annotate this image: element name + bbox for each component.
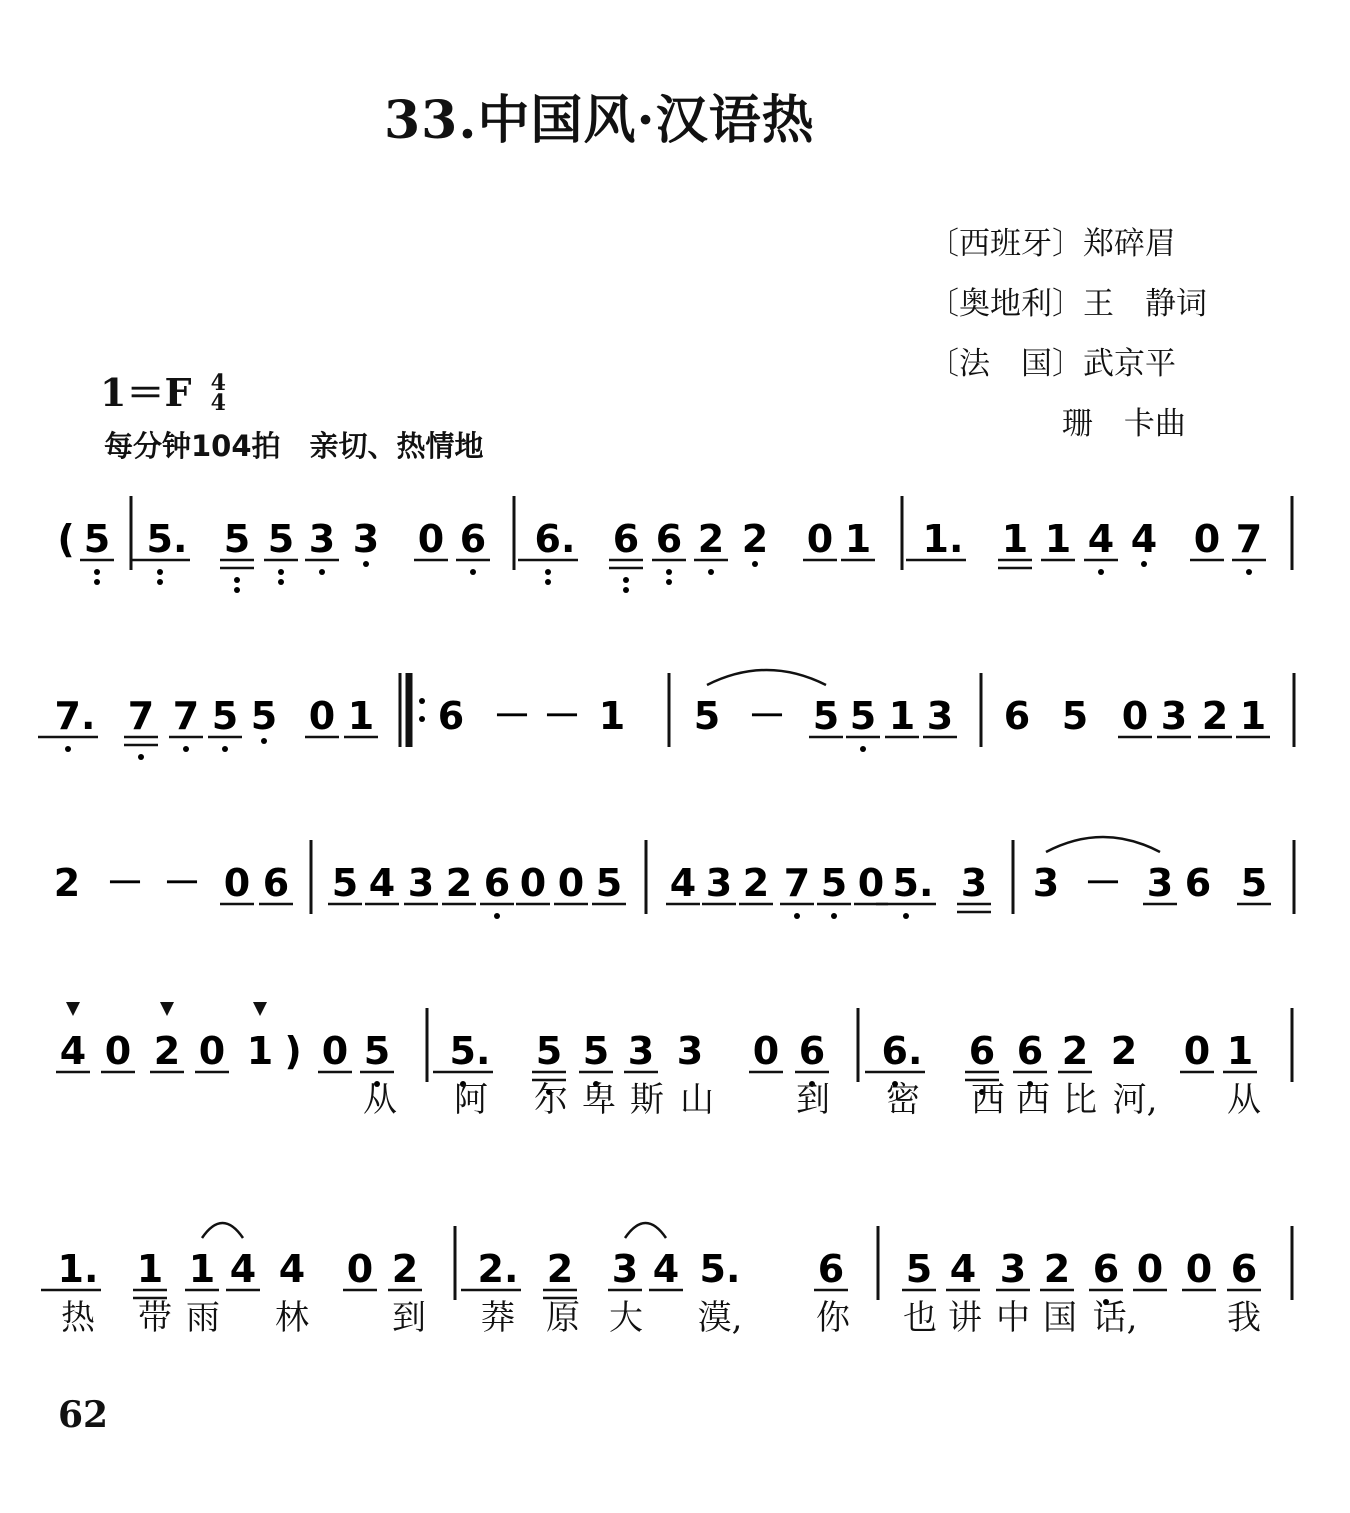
note: 0: [1183, 1029, 1211, 1073]
note: 3: [926, 694, 954, 738]
octave-dot: [138, 754, 144, 760]
octave-dot: [261, 738, 267, 744]
note: 0: [1121, 694, 1149, 738]
credit-line-composer-3: 珊 卡曲: [928, 406, 1186, 442]
note: 2: [1110, 1029, 1138, 1073]
time-signature-bottom: 4: [210, 389, 226, 416]
octave-dot: [545, 569, 551, 575]
note: 2: [546, 1247, 574, 1291]
tempo-marking: 每分钟104拍 亲切、热情地: [104, 429, 484, 463]
note: 5: [595, 861, 623, 905]
note: 4: [59, 1029, 87, 1073]
note: 1: [598, 694, 626, 738]
note: 0: [557, 861, 585, 905]
octave-dot: [363, 561, 369, 567]
octave-dot: [1246, 569, 1252, 575]
accent-mark: [160, 1002, 174, 1016]
note: 6: [817, 1247, 845, 1291]
slur: [625, 1223, 666, 1238]
note: 6: [483, 861, 511, 905]
note: 1: [1239, 694, 1267, 738]
note: 6: [655, 517, 683, 561]
octave-dot: [222, 746, 228, 752]
lyric-char: 我: [1227, 1298, 1261, 1338]
octave-dot: [794, 913, 800, 919]
octave-dot: [623, 587, 629, 593]
time-signature-top: 4: [210, 369, 226, 396]
note: 6: [262, 861, 290, 905]
note: 7: [172, 694, 200, 738]
lyric-char: 从: [363, 1080, 397, 1120]
note: 2: [445, 861, 473, 905]
lyric-char: 漠,: [697, 1298, 743, 1338]
octave-dot: [94, 579, 100, 585]
lyric-char: 大: [609, 1298, 643, 1338]
note: 5: [1240, 861, 1268, 905]
page-number: 62: [58, 1394, 109, 1436]
octave-dot: [319, 569, 325, 575]
lyric-char: 从: [1227, 1080, 1261, 1120]
note: 3: [308, 517, 336, 561]
note: 5: [331, 861, 359, 905]
lyric-char: 国: [1043, 1298, 1077, 1338]
note: 1: [888, 694, 916, 738]
note: 0: [346, 1247, 374, 1291]
octave-dot: [157, 569, 163, 575]
note: 3: [611, 1247, 639, 1291]
octave-dot: [94, 569, 100, 575]
credit-line-composer-2: 〔法 国〕武京平: [928, 346, 1176, 382]
note: －: [1083, 861, 1123, 905]
key-label: 1＝F: [100, 370, 192, 415]
note: 1: [188, 1247, 216, 1291]
note: 5: [363, 1029, 391, 1073]
octave-dot: [183, 746, 189, 752]
octave-dot: [278, 579, 284, 585]
octave-dot: [278, 569, 284, 575]
note: 6: [1092, 1247, 1120, 1291]
note: 1: [136, 1247, 164, 1291]
note: 1: [1044, 517, 1072, 561]
note: ): [284, 1029, 302, 1073]
note: 3: [627, 1029, 655, 1073]
octave-dot: [831, 913, 837, 919]
note: 3: [1160, 694, 1188, 738]
octave-dot: [494, 913, 500, 919]
lyrics-row: [0, 1072, 1350, 1122]
note: 1: [347, 694, 375, 738]
note: 6: [1003, 694, 1031, 738]
song-title: 33.中国风·汉语热: [384, 90, 815, 151]
note: 3: [407, 861, 435, 905]
note: 6: [459, 517, 487, 561]
octave-dot: [1141, 561, 1147, 567]
note: 0: [1136, 1247, 1164, 1291]
note: 2: [697, 517, 725, 561]
lyric-char: 热: [61, 1298, 95, 1338]
note: 6: [968, 1029, 996, 1073]
note: 5: [849, 694, 877, 738]
note: 2: [391, 1247, 419, 1291]
note: 0: [806, 517, 834, 561]
note: 2: [153, 1029, 181, 1073]
note: 2: [1201, 694, 1229, 738]
note: 5: [905, 1247, 933, 1291]
note: 5: [535, 1029, 563, 1073]
lyric-char: 带: [138, 1298, 172, 1338]
note: 5: [267, 517, 295, 561]
note: 5: [693, 694, 721, 738]
note: 2: [742, 861, 770, 905]
note: 1: [844, 517, 872, 561]
note: 0: [321, 1029, 349, 1073]
note: －: [492, 694, 532, 738]
note: 4: [1130, 517, 1158, 561]
slur: [202, 1223, 243, 1238]
octave-dot: [470, 569, 476, 575]
lyric-char: 话,: [1092, 1298, 1138, 1338]
note: －: [747, 694, 787, 738]
lyric-char: 卑: [582, 1080, 616, 1120]
note: 0: [857, 861, 885, 905]
note: 4: [368, 861, 396, 905]
note: －: [542, 694, 582, 738]
octave-dot: [752, 561, 758, 567]
note: 0: [308, 694, 336, 738]
note: 6.: [534, 517, 576, 561]
note: 5: [211, 694, 239, 738]
octave-dot: [623, 577, 629, 583]
note: 3: [676, 1029, 704, 1073]
note: 6: [1184, 861, 1212, 905]
lyric-char: 比: [1063, 1080, 1097, 1120]
lyric-char: 到: [796, 1080, 830, 1120]
note: 5.: [699, 1247, 741, 1291]
octave-dot: [1098, 569, 1104, 575]
lyric-char: 山: [680, 1080, 714, 1120]
note: 2: [53, 861, 81, 905]
slur: [707, 670, 826, 685]
note: 6: [1230, 1247, 1258, 1291]
octave-dot: [234, 577, 240, 583]
note: 2.: [477, 1247, 519, 1291]
octave-dot: [666, 579, 672, 585]
repeat-dot: [419, 716, 425, 722]
note: 3: [999, 1247, 1027, 1291]
note: 2: [1061, 1029, 1089, 1073]
note: 3: [352, 517, 380, 561]
octave-dot: [860, 746, 866, 752]
octave-dot: [234, 587, 240, 593]
note: 4: [949, 1247, 977, 1291]
lyric-char: 也: [903, 1298, 937, 1338]
lyric-char: 中: [996, 1298, 1030, 1338]
note: 5: [582, 1029, 610, 1073]
lyric-char: 雨: [186, 1298, 220, 1338]
note: 4: [278, 1247, 306, 1291]
note: 5: [223, 517, 251, 561]
note: 2: [1043, 1247, 1071, 1291]
note: 0: [198, 1029, 226, 1073]
note: 4: [652, 1247, 680, 1291]
note: 7: [783, 861, 811, 905]
lyric-char: 莽: [481, 1298, 515, 1338]
note: 0: [752, 1029, 780, 1073]
octave-dot: [545, 579, 551, 585]
note: 0: [417, 517, 445, 561]
note: 0: [104, 1029, 132, 1073]
note: 6: [437, 694, 465, 738]
note: 1: [246, 1029, 274, 1073]
lyric-char: 密: [886, 1080, 920, 1120]
note: 0: [1193, 517, 1221, 561]
note: 1: [1226, 1029, 1254, 1073]
note: 3: [960, 861, 988, 905]
lyric-char: 林: [275, 1298, 309, 1338]
note: 4: [669, 861, 697, 905]
note: 1: [1001, 517, 1029, 561]
note: 7.: [54, 694, 96, 738]
note: 5: [250, 694, 278, 738]
lyric-char: 斯: [630, 1080, 664, 1120]
note: 7: [127, 694, 155, 738]
note: 0: [519, 861, 547, 905]
note: (: [57, 517, 75, 561]
lyric-char: 河,: [1112, 1080, 1158, 1120]
octave-dot: [157, 579, 163, 585]
accent-mark: [253, 1002, 267, 1016]
lyrics-row: [0, 1290, 1350, 1340]
lyric-char: 西: [971, 1080, 1005, 1120]
accent-mark: [66, 1002, 80, 1016]
note: 5: [812, 694, 840, 738]
lyric-char: 阿: [454, 1080, 488, 1120]
note: 6.: [881, 1029, 923, 1073]
note: 0: [223, 861, 251, 905]
note: 0: [1185, 1247, 1213, 1291]
credit-line-composer-1: 〔西班牙〕郑碎眉: [928, 226, 1176, 262]
octave-dot: [708, 569, 714, 575]
note: 5: [83, 517, 111, 561]
note: 3: [705, 861, 733, 905]
note: 2: [741, 517, 769, 561]
lyric-char: 西: [1016, 1080, 1050, 1120]
note: 4: [229, 1247, 257, 1291]
lyric-char: 尔: [534, 1080, 568, 1120]
note: 5: [820, 861, 848, 905]
lyric-char: 讲: [948, 1298, 982, 1338]
note: 6: [798, 1029, 826, 1073]
lyric-char: 原: [546, 1298, 580, 1338]
credit-line-lyricist: 〔奥地利〕王 静词: [928, 286, 1207, 322]
note: 5.: [449, 1029, 491, 1073]
slur: [1046, 837, 1160, 852]
note: 6: [1016, 1029, 1044, 1073]
lyric-char: 到: [392, 1298, 426, 1338]
note: 4: [1087, 517, 1115, 561]
repeat-dot: [419, 698, 425, 704]
note: 1.: [922, 517, 964, 561]
note: 5: [1061, 694, 1089, 738]
note: 5.: [892, 861, 934, 905]
note: －: [162, 861, 202, 905]
note: －: [105, 861, 145, 905]
octave-dot: [903, 913, 909, 919]
octave-dot: [65, 746, 71, 752]
note: 6: [612, 517, 640, 561]
note: 5.: [146, 517, 188, 561]
note: 1.: [57, 1247, 99, 1291]
lyric-char: 你: [816, 1298, 850, 1338]
note: 7: [1235, 517, 1263, 561]
octave-dot: [666, 569, 672, 575]
note: 3: [1146, 861, 1174, 905]
note: 3: [1032, 861, 1060, 905]
